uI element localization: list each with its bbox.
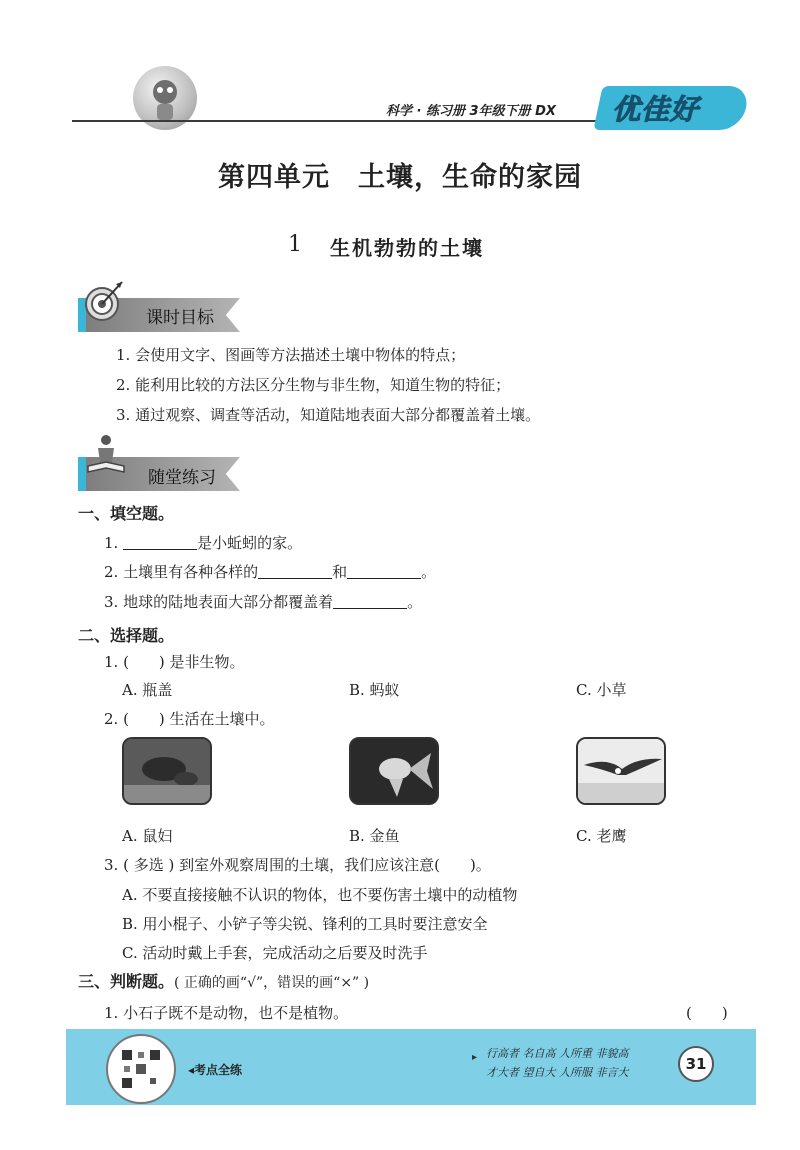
choice-q3-option-c[interactable]: C. 活动时戴上手套，完成活动之后要及时洗手 [122, 944, 428, 962]
goldfish-image [349, 737, 439, 805]
target-icon [82, 278, 126, 322]
fill-q2-prefix: 2. 土壤里有各种各样的 [104, 563, 259, 581]
answer-blank[interactable] [123, 533, 197, 550]
objective-item: 1. 会使用文字、图画等方法描述土壤中物体的特点； [116, 346, 466, 364]
fill-question-1 [104, 533, 302, 553]
objectives-title: 课时目标 [146, 308, 214, 328]
objective-item: 2. 能利用比较的方法区分生物与非生物，知道生物的特征； [116, 376, 511, 394]
judge-heading: 三、判断题。 [78, 972, 175, 991]
lesson-number: 1 [288, 232, 302, 257]
fill-q1-suffix: 是小蚯蚓的家。 [197, 534, 303, 552]
qr-code-icon[interactable] [106, 1034, 176, 1104]
judge-note: ( 正确的画“√”，错误的画“×” ) [174, 975, 370, 991]
play-triangle-icon: ◂ [188, 1063, 195, 1077]
answer-blank[interactable] [258, 562, 332, 579]
series-label: 科学 · 练习册 3年级下册 DX [386, 104, 556, 119]
answer-blank[interactable] [333, 592, 407, 609]
choice-heading: 二、选择题。 [78, 626, 175, 645]
eagle-image [576, 737, 666, 805]
fill-question-3 [104, 592, 422, 612]
unit-title: 第四单元 土壤，生命的家园 [218, 162, 582, 193]
choice-q1-option-c[interactable]: C. 小草 [576, 681, 627, 699]
fill-q1-prefix: 1. [104, 534, 124, 552]
qr-label [188, 1061, 242, 1078]
fill-q3-prefix: 3. 地球的陆地表面大部分都覆盖着 [104, 593, 334, 611]
choice-q1-option-a[interactable]: A. 瓶盖 [122, 681, 173, 699]
fill-question-2 [104, 562, 436, 582]
judge-heading-row [78, 972, 369, 993]
judge-q1-answer-bracket[interactable]: ( ) [686, 1004, 728, 1022]
choice-q3-option-a[interactable]: A. 不要直接接触不认识的物体，也不要伤害土壤中的动植物 [122, 886, 518, 904]
choice-q2-option-c[interactable]: C. 老鹰 [576, 827, 627, 845]
choice-q2-option-b[interactable]: B. 金鱼 [349, 827, 400, 845]
fill-heading: 一、填空题。 [78, 504, 175, 523]
qr-label-text: 考点全练 [194, 1063, 243, 1077]
page-number: 31 [678, 1046, 714, 1082]
objective-item: 3. 通过观察、调查等活动，知道陆地表面大部分都覆盖着土壤。 [116, 406, 541, 424]
judge-q1: 1. 小石子既不是动物，也不是植物。 [104, 1004, 349, 1022]
motto-arrow-icon: ▸ [472, 1052, 478, 1063]
woodlouse-image [122, 737, 212, 805]
fill-q2-mid: 和 [332, 563, 348, 581]
practice-title: 随堂练习 [148, 468, 216, 488]
choice-q2-option-a[interactable]: A. 鼠妇 [122, 827, 173, 845]
choice-q1-option-b[interactable]: B. 蚂蚁 [349, 681, 400, 699]
header-rule [72, 120, 632, 122]
fill-q3-suffix: 。 [407, 593, 423, 611]
choice-q3-option-b[interactable]: B. 用小棍子、小铲子等尖锐、锋利的工具时要注意安全 [122, 915, 488, 933]
fill-q2-suffix: 。 [421, 563, 437, 581]
choice-q3-stem: 3. ( 多选 ) 到室外观察周围的土壤，我们应该注意( )。 [104, 856, 491, 874]
reading-person-icon [84, 432, 128, 476]
choice-q1-stem: 1. ( ) 是非生物。 [104, 653, 245, 671]
motto-line-2: 才大者 望自大 人所服 非言大 [486, 1066, 629, 1079]
motto-line-1: 行高者 名自高 人所重 非貌高 [486, 1047, 629, 1060]
choice-q2-stem: 2. ( ) 生活在土壤中。 [104, 710, 275, 728]
brand-logo-text: 优佳好 [612, 93, 700, 126]
answer-blank[interactable] [347, 562, 421, 579]
lesson-title: 生机勃勃的土壤 [330, 236, 484, 260]
